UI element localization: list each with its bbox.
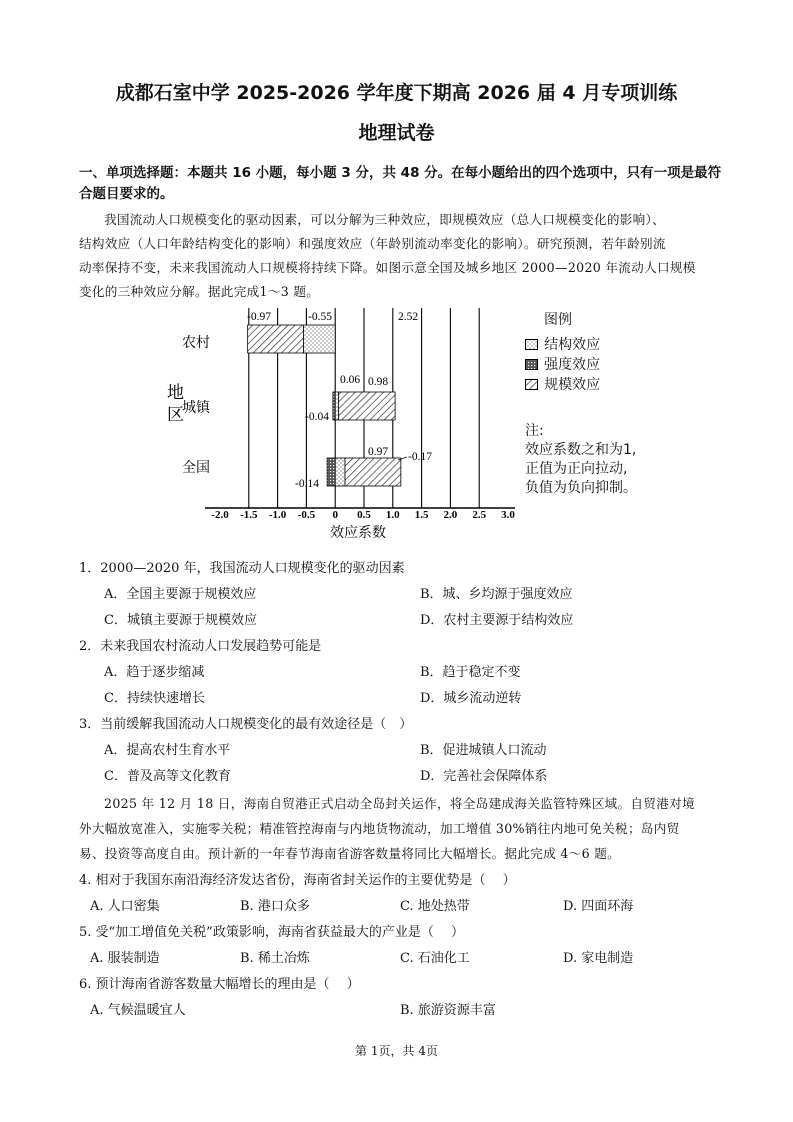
passage2-line: 2025 年 12 月 18 日，海南自贸港正式启动全岛封关运作，将全岛建成海关监管特殊区域。自贸港对境 bbox=[104, 796, 695, 811]
option[interactable]: C．持续快速增长 bbox=[104, 691, 205, 706]
option[interactable]: B．城、乡均源于强度效应 bbox=[420, 587, 573, 602]
x-tick-label: 0 bbox=[332, 509, 338, 521]
legend-swatch-strength bbox=[525, 359, 539, 371]
category-label-rural: 农村 bbox=[182, 336, 210, 351]
x-tick-label: 2.5 bbox=[472, 509, 487, 521]
option[interactable]: D．城乡流动逆转 bbox=[420, 691, 522, 706]
bar-强度效应 bbox=[327, 458, 335, 486]
page-number: 第 1页，共 4页 bbox=[355, 1044, 438, 1058]
bar-结构效应 bbox=[335, 458, 345, 486]
legend-label: 规模效应 bbox=[544, 377, 601, 393]
bar-data-label: 2.52 bbox=[398, 311, 419, 323]
note-line: 负值为负向抑制。 bbox=[525, 480, 637, 496]
x-tick-label: -1.0 bbox=[268, 509, 287, 521]
x-tick-label: 1.0 bbox=[385, 509, 400, 521]
exam-subject: 地理试卷 bbox=[358, 122, 435, 144]
passage1-line: 结构效应（人口年龄结构变化的影响）和强度效应（年龄别流动率变化的影响）。研究预测，若年龄别流 bbox=[79, 236, 666, 251]
y-axis-label-2: 区 bbox=[167, 405, 184, 424]
option[interactable]: A. 气候温暖宜人 bbox=[90, 1003, 186, 1018]
x-tick-label: -2.0 bbox=[211, 509, 229, 521]
question-stem: 4. 相对于我国东南沿海经济发达省份，海南省封关运作的主要优势是（ ） bbox=[79, 873, 516, 888]
category-label-urban: 城镇 bbox=[182, 401, 210, 416]
option[interactable]: C．城镇主要源于规模效应 bbox=[104, 613, 257, 628]
legend-label: 结构效应 bbox=[544, 337, 601, 353]
bar-data-label: 0.98 bbox=[368, 376, 389, 388]
note-line: 正值为正向拉动, bbox=[525, 461, 628, 477]
x-tick-label: -1.5 bbox=[240, 509, 258, 521]
legend-label: 强度效应 bbox=[544, 357, 601, 373]
option[interactable]: A．趋于逐步缩减 bbox=[104, 665, 205, 680]
option[interactable]: A. 服装制造 bbox=[90, 951, 160, 966]
option[interactable]: C. 地处热带 bbox=[400, 899, 470, 914]
option[interactable]: A. 人口密集 bbox=[90, 899, 160, 914]
bar-强度效应 bbox=[333, 392, 335, 420]
bar-规模效应 bbox=[339, 392, 395, 420]
section-heading-line1: 一、单项选择题：本题共 16 小题，每小题 3 分，共 48 分。在每小题给出的四个选项中，只有一项是最符 bbox=[79, 165, 722, 181]
bar-规模效应 bbox=[345, 458, 401, 486]
question-stem: 2．未来我国农村流动人口发展趋势可能是 bbox=[79, 639, 322, 654]
passage1-line: 变化的三种效应分解。据此完成1～3 题。 bbox=[79, 284, 320, 299]
option[interactable]: D. 家电制造 bbox=[563, 951, 634, 966]
bar-data-label: 0.06 bbox=[340, 374, 361, 386]
option[interactable]: C．普及高等文化教育 bbox=[104, 769, 231, 784]
option[interactable]: A．提高农村生育水平 bbox=[104, 743, 231, 758]
option[interactable]: B．促进城镇人口流动 bbox=[420, 743, 547, 758]
passage1-line: 我国流动人口规模变化的驱动因素，可以分解为三种效应，即规模效应（总人口规模变化的影响）、 bbox=[104, 212, 666, 227]
bar-data-label: -0.97 bbox=[247, 311, 271, 323]
option[interactable]: B. 旅游资源丰富 bbox=[400, 1003, 496, 1018]
x-tick-label: 3.0 bbox=[501, 509, 515, 521]
category-label-national: 全国 bbox=[182, 461, 210, 476]
bar-data-label: 0.97 bbox=[368, 446, 389, 458]
option[interactable]: B. 港口众多 bbox=[240, 899, 310, 914]
option[interactable]: B．趋于稳定不变 bbox=[420, 665, 521, 680]
bar-结构效应 bbox=[304, 325, 336, 353]
question-stem: 1．2000—2020 年，我国流动人口规模变化的驱动因素 bbox=[79, 561, 405, 576]
question-stem: 5. 受“加工增值免关税”政策影响，海南省获益最大的产业是（ ） bbox=[79, 925, 464, 940]
legend-item-strength bbox=[525, 354, 600, 374]
exam-title: 成都石室中学 2025-2026 学年度下期高 2026 届 4 月专项训练 bbox=[115, 82, 678, 104]
option[interactable]: A．全国主要源于规模效应 bbox=[104, 587, 257, 602]
bar-data-label: -0.17 bbox=[408, 451, 432, 463]
passage2-line: 易、投资等高度自由。预计新的一年春节海南省游客数量将同比大幅增长。据此完成 4～6 题。 bbox=[79, 846, 620, 861]
x-axis-label: 效应系数 bbox=[330, 526, 386, 541]
x-tick-label: 2.0 bbox=[443, 509, 458, 521]
option[interactable]: D．农村主要源于结构效应 bbox=[420, 613, 574, 628]
option[interactable]: B. 稀土冶炼 bbox=[240, 951, 310, 966]
passage1-line: 动率保持不变，未来我国流动人口规模将持续下降。如图示意全国及城乡地区 2000—2020 年流动人口规模 bbox=[79, 260, 696, 275]
x-tick-label: 1.5 bbox=[414, 509, 429, 521]
y-axis-label-1: 地 bbox=[167, 383, 184, 402]
legend-swatch-structure bbox=[525, 339, 539, 351]
passage2-line: 外大幅放宽准入，实施零关税；精准管控海南与内地货物流动，加工增值 30%销往内地可免关税；岛内贸 bbox=[79, 821, 680, 836]
question-stem: 6. 预计海南省游客数量大幅增长的理由是（ ） bbox=[79, 977, 360, 992]
legend-title: 图例 bbox=[544, 312, 572, 328]
option[interactable]: D. 四面环海 bbox=[563, 899, 634, 914]
bar-规模效应 bbox=[248, 325, 304, 353]
section-heading-line2: 合题目要求的。 bbox=[79, 186, 174, 202]
question-stem: 3．当前缓解我国流动人口规模变化的最有效途径是（ ） bbox=[79, 717, 413, 732]
legend-swatch-scale bbox=[525, 379, 539, 391]
bar-结构效应 bbox=[335, 392, 338, 420]
bar-data-label: -0.55 bbox=[308, 311, 332, 323]
x-tick-label: -0.5 bbox=[297, 509, 316, 521]
option[interactable]: C. 石油化工 bbox=[400, 951, 470, 966]
note-title: 注: bbox=[525, 423, 544, 439]
note-line: 效应系数之和为1, bbox=[525, 442, 637, 458]
option[interactable]: D．完善社会保障体系 bbox=[420, 769, 548, 784]
x-tick-label: 0.5 bbox=[357, 509, 371, 521]
legend-item-scale bbox=[525, 374, 600, 394]
bar-data-label: -0.14 bbox=[295, 478, 319, 490]
legend-item-structure bbox=[525, 334, 600, 354]
bar-data-label: -0.04 bbox=[305, 411, 329, 423]
